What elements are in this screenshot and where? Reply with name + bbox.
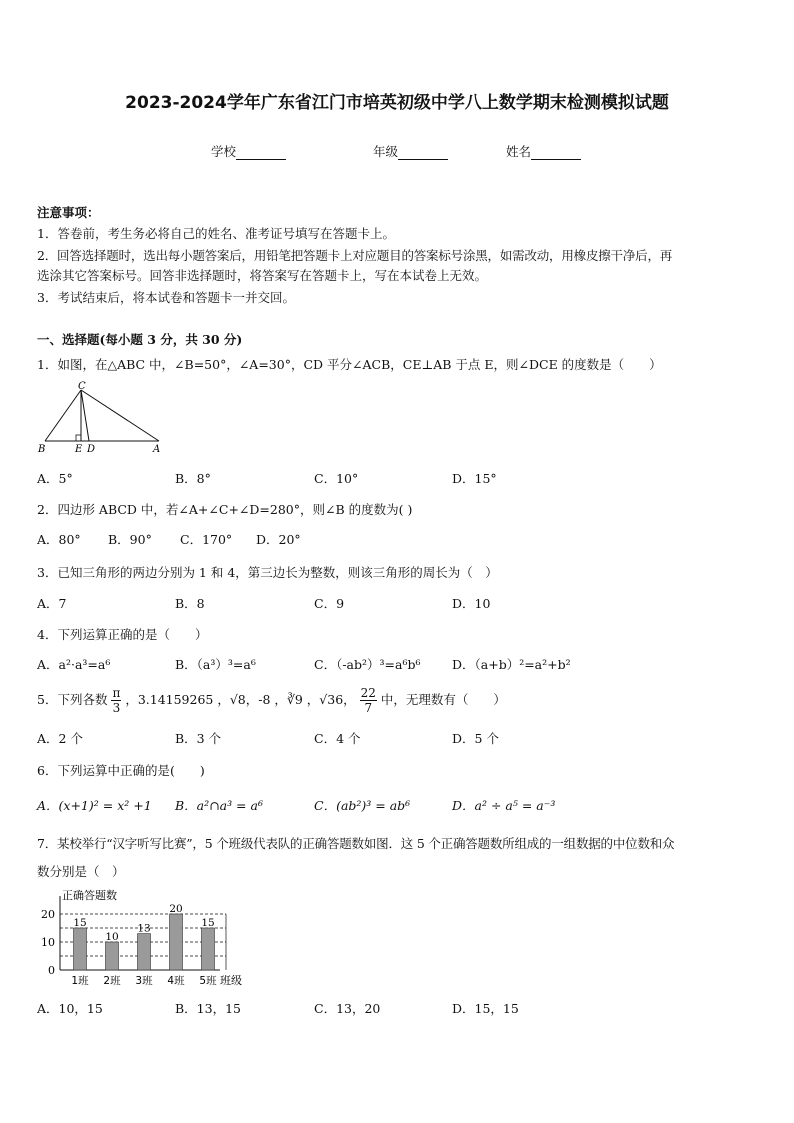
frac-den: 3 — [112, 701, 121, 715]
q1-option-d[interactable]: D．15° — [452, 471, 497, 486]
data-label: 15 — [201, 917, 215, 929]
question-2-stem: 2．四边形 ABCD 中，若∠A+∠C+∠D=280°，则∠B 的度数为( ) — [37, 502, 413, 517]
q6-option-c[interactable]: C．(ab²)³ = ab⁶ — [314, 798, 411, 813]
y-tick-label: 0 — [48, 964, 55, 977]
q1-option-c[interactable]: C．10° — [314, 471, 359, 486]
section-heading: 一、选择题(每小题 3 分，共 30 分) — [37, 332, 243, 347]
data-label: 20 — [169, 903, 183, 915]
note-item: 选涂其它答案标号。回答非选择题时，将答案写在答题卡上，写在本试卷上无效。 — [37, 268, 488, 283]
name-blank[interactable] — [531, 146, 581, 160]
frac-num: 22 — [360, 686, 376, 700]
q3-option-b[interactable]: B．8 — [175, 596, 205, 611]
data-label: 13 — [137, 922, 151, 935]
name-field[interactable] — [506, 142, 581, 160]
note-item: 3．考试结束后，将本试卷和答题卡一并交回。 — [37, 290, 295, 305]
q2-option-c[interactable]: C．170° — [180, 532, 233, 547]
x-tick-label: 5班 — [199, 975, 217, 987]
question-6-stem: 6．下列运算中正确的是( ) — [37, 763, 205, 778]
label-c: C — [78, 381, 86, 392]
q3-option-a[interactable]: A．7 — [37, 596, 67, 611]
q4-option-a[interactable]: A．a²·a³=a⁶ — [37, 657, 111, 672]
data-label: 10 — [105, 931, 119, 943]
q4-option-b[interactable]: B．（a³）³=a⁶ — [175, 657, 256, 672]
label-e: E — [75, 444, 83, 455]
y-tick-label: 20 — [41, 908, 55, 921]
x-tick-label: 2班 — [103, 975, 121, 987]
bar — [106, 942, 119, 970]
fraction-pi-over-3 — [111, 686, 121, 715]
q5-middle: ，3.14159265 ，√8，-8 ，∛9 ，√36， — [125, 692, 356, 707]
notes-heading: 注意事项： — [37, 205, 100, 220]
bar — [138, 934, 151, 970]
q6-option-d[interactable]: D．a² ÷ a⁵ = a⁻³ — [452, 798, 556, 813]
q2-option-d[interactable]: D．20° — [256, 532, 301, 547]
question-7-stem-line2: 数分别是（ ） — [37, 864, 125, 879]
q3-option-c[interactable]: C．9 — [314, 596, 345, 611]
q2-option-a[interactable]: A．80° — [37, 532, 81, 547]
question-7-stem-line1: 7．某校举行“汉字听写比赛”，5 个班级代表队的正确答题数如图．这 5 个正确答题数所组成的一组数据的中位数和众 — [37, 836, 675, 851]
x-tick-label: 1班 — [71, 975, 89, 987]
school-label: 学校 — [211, 144, 237, 159]
bar — [202, 928, 215, 970]
question-3-stem: 3．已知三角形的两边分别为 1 和 4，第三边长为整数，则该三角形的周长为（ ） — [37, 565, 498, 580]
y-tick-label: 10 — [41, 936, 55, 949]
q4-option-c[interactable]: C．（-ab²）³=a⁶b⁶ — [314, 657, 421, 672]
q1-option-a[interactable]: A．5° — [37, 471, 73, 486]
q6-option-a[interactable]: A．(x+1)² = x² +1 — [37, 798, 152, 813]
bar-chart — [36, 886, 256, 990]
q5-option-b[interactable]: B．3 个 — [175, 731, 222, 746]
grade-field[interactable] — [373, 142, 448, 160]
school-field[interactable] — [211, 142, 286, 160]
q1-option-b[interactable]: B．8° — [175, 471, 211, 486]
frac-den: 7 — [364, 701, 373, 715]
y-axis-label: 正确答题数 — [62, 889, 117, 902]
q5-option-d[interactable]: D．5 个 — [452, 731, 499, 746]
q7-option-a[interactable]: A．10，15 — [37, 1001, 103, 1016]
grade-blank[interactable] — [398, 146, 448, 160]
q4-option-d[interactable]: D．（a+b）²=a²+b² — [452, 657, 571, 672]
q6-option-b[interactable]: B．a²∩a³ = a⁶ — [175, 798, 263, 813]
fraction-22-over-7 — [360, 686, 377, 715]
q5-prefix: 5．下列各数 — [37, 692, 108, 707]
bar — [74, 928, 87, 970]
page-title: 2023-2024学年广东省江门市培英初级中学八上数学期末检测模拟试题 — [125, 93, 669, 113]
q7-option-d[interactable]: D．15，15 — [452, 1001, 519, 1016]
note-item: 1．答卷前，考生务必将自己的姓名、准考证号填写在答题卡上。 — [37, 226, 395, 241]
grade-label: 年级 — [373, 144, 399, 159]
triangle-figure — [37, 380, 167, 456]
x-axis-label: 班级 — [220, 974, 242, 987]
question-1-stem: 1．如图，在△ABC 中，∠B=50°，∠A=30°，CD 平分∠ACB，CE⊥AB 于点 E，则∠DCE 的度数是（ ） — [37, 357, 662, 372]
bar — [170, 914, 183, 970]
question-4-stem: 4．下列运算正确的是（ ） — [37, 627, 208, 642]
x-tick-label: 3班 — [135, 975, 153, 987]
label-d: D — [87, 444, 96, 455]
q5-option-a[interactable]: A．2 个 — [37, 731, 83, 746]
frac-num: π — [112, 686, 121, 700]
q7-option-c[interactable]: C．13，20 — [314, 1001, 381, 1016]
x-tick-label: 4班 — [167, 975, 185, 987]
label-b: B — [38, 444, 46, 455]
school-blank[interactable] — [236, 146, 286, 160]
q2-option-b[interactable]: B．90° — [108, 532, 152, 547]
q3-option-d[interactable]: D．10 — [452, 596, 491, 611]
question-5-stem — [37, 683, 506, 717]
label-a: A — [153, 444, 161, 455]
data-label: 15 — [73, 917, 87, 929]
name-label: 姓名 — [506, 144, 532, 159]
q7-option-b[interactable]: B．13，15 — [175, 1001, 241, 1016]
note-item: 2．回答选择题时，选出每小题答案后，用铅笔把答题卡上对应题目的答案标号涂黑，如需改动，用橡皮擦干净后，再 — [37, 248, 673, 263]
q5-option-c[interactable]: C．4 个 — [314, 731, 361, 746]
q5-suffix: 中，无理数有（ ） — [380, 692, 506, 707]
